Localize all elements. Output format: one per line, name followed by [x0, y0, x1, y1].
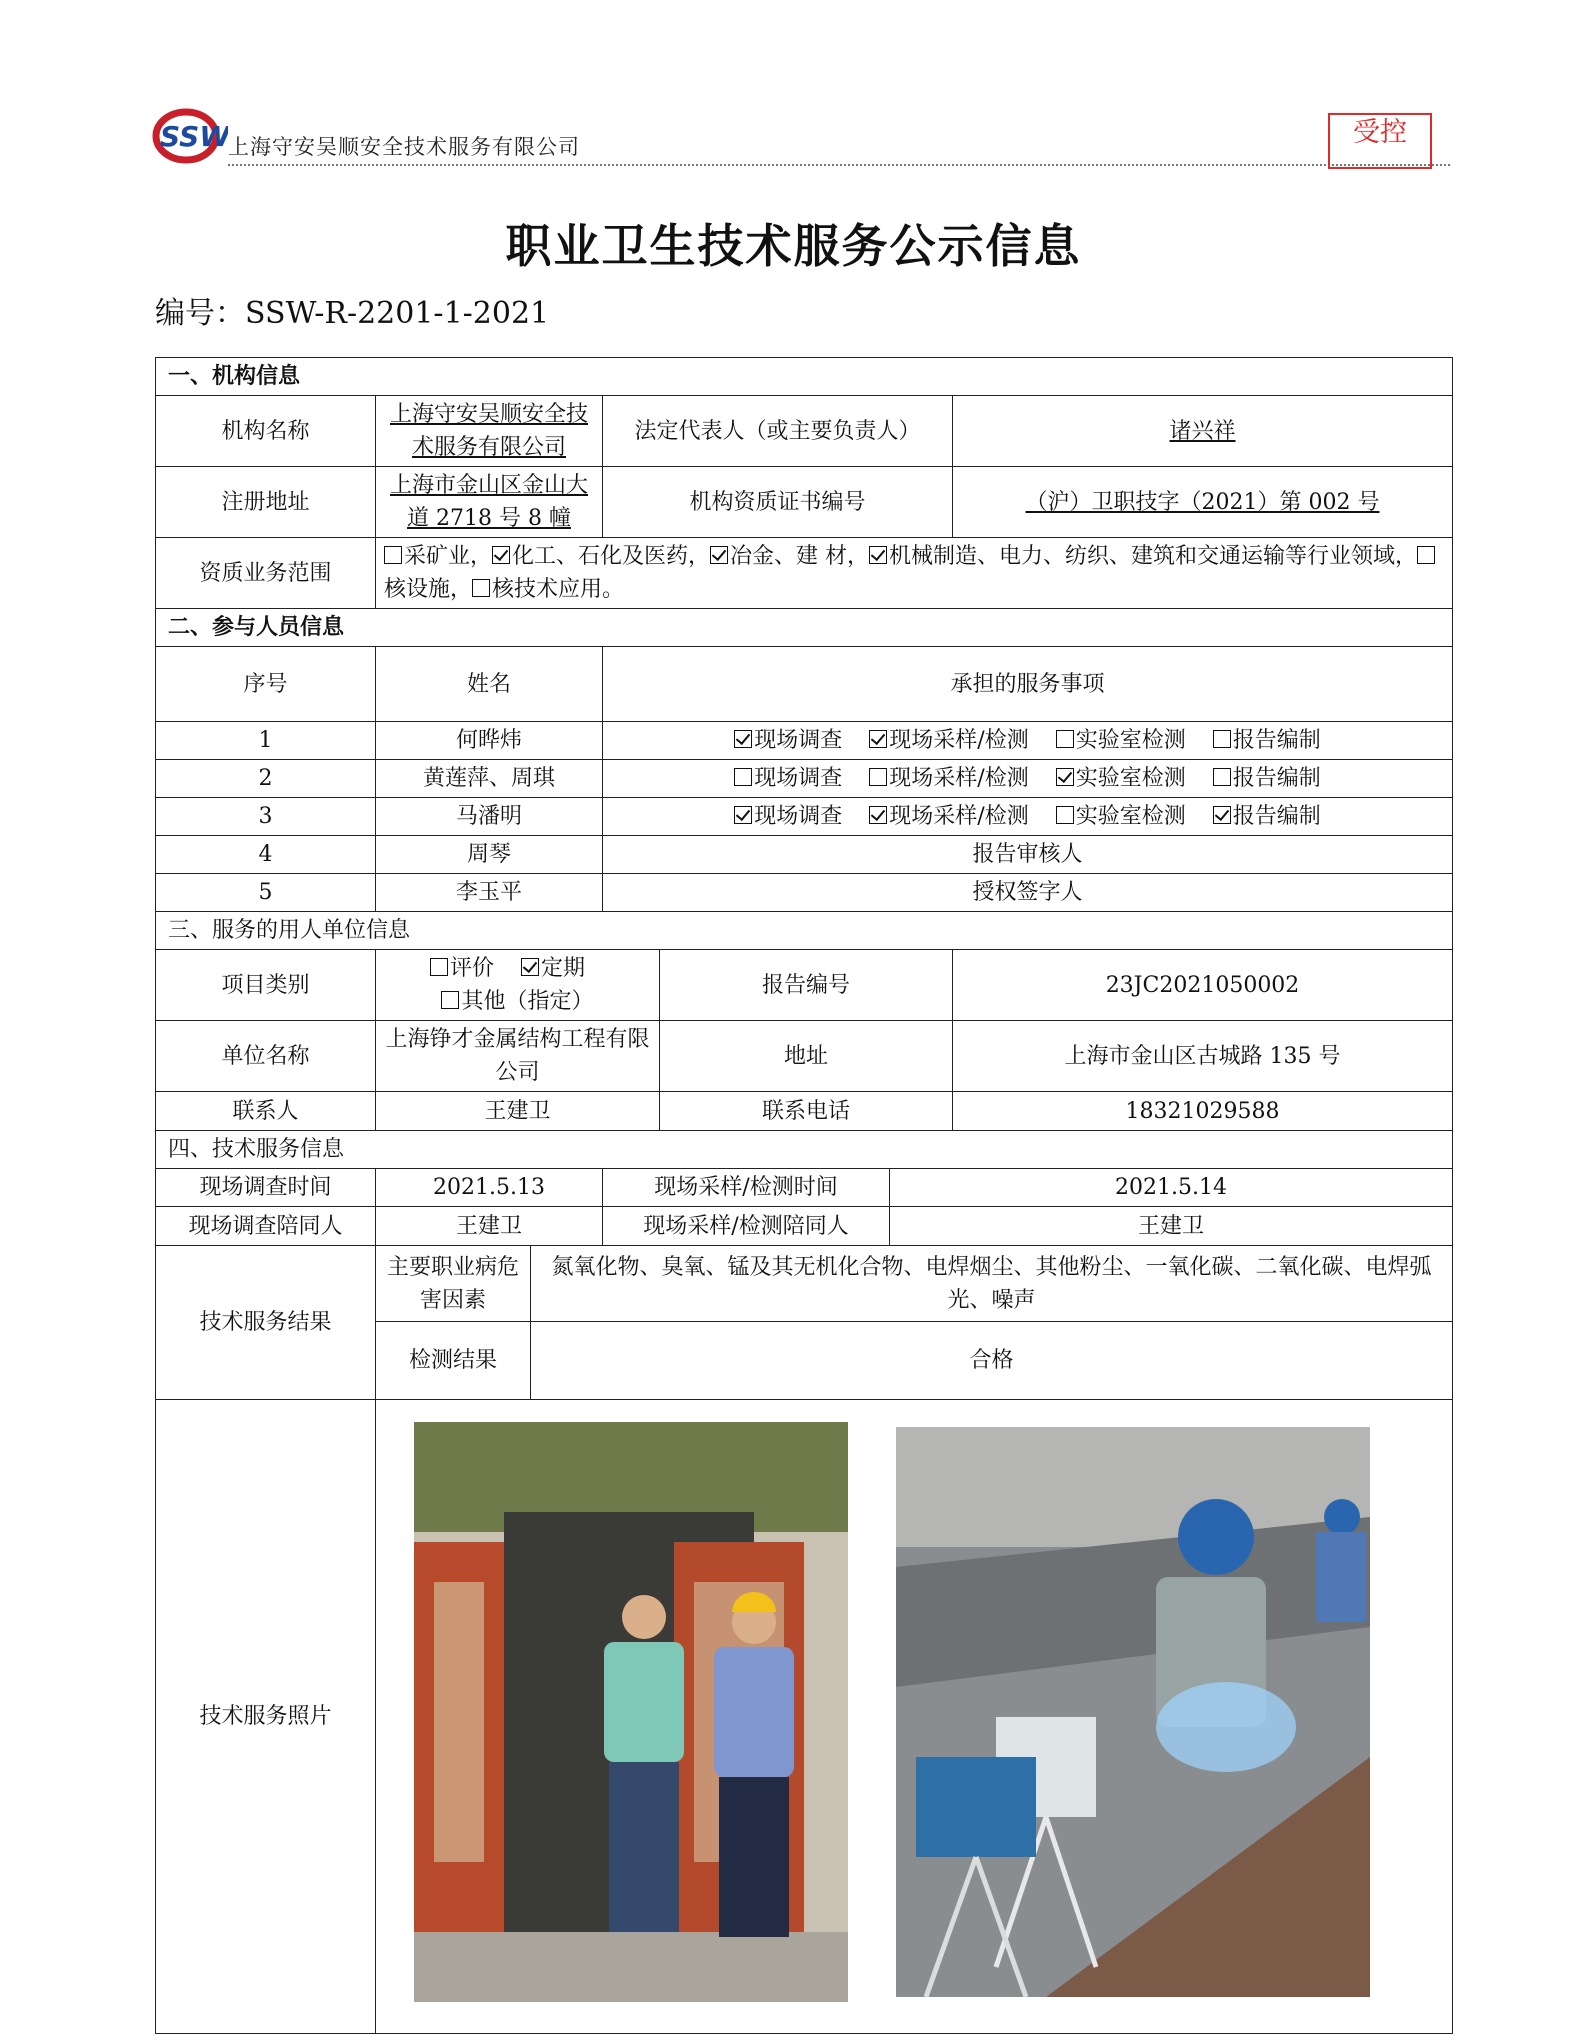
person-seq: 3 — [156, 798, 376, 836]
hazard-value: 氮氧化物、臭氧、锰及其无机化合物、电焊烟尘、其他粉尘、一氧化碳、二氧化碳、电焊弧光、噪声 — [531, 1246, 1453, 1322]
photo-cell — [376, 1400, 1453, 2034]
type-checkbox — [441, 991, 459, 1009]
section-employer-heading: 三、服务的用人单位信息 — [156, 912, 1453, 950]
contact-value: 王建卫 — [376, 1092, 660, 1131]
table-row — [156, 760, 1453, 798]
sample-escort-value: 王建卫 — [890, 1207, 1453, 1246]
project-type-options: 评价 定期 其他（指定） — [376, 950, 660, 1021]
company-header-name: 上海守安吴顺安全技术服务有限公司 — [228, 135, 580, 159]
unit-name-label: 单位名称 — [156, 1021, 376, 1092]
service-checkbox — [869, 806, 887, 824]
scope-checkbox — [384, 546, 402, 564]
hazard-label: 主要职业病危害因素 — [376, 1246, 531, 1322]
info-table — [155, 357, 1453, 2034]
service-checkbox — [869, 730, 887, 748]
sample-time-label: 现场采样/检测时间 — [603, 1169, 890, 1207]
person-services: 现场调查 现场采样/检测 实验室检测 报告编制 — [603, 760, 1453, 798]
service-checkbox — [1056, 806, 1074, 824]
section-personnel-heading: 二、参与人员信息 — [156, 609, 1453, 647]
service-checkbox — [1056, 730, 1074, 748]
person-role: 授权签字人 — [603, 874, 1453, 912]
contact-label: 联系人 — [156, 1092, 376, 1131]
survey-time-value: 2021.5.13 — [376, 1169, 603, 1207]
col-seq-header: 序号 — [156, 647, 376, 722]
service-checkbox — [1213, 730, 1231, 748]
service-checkbox — [734, 730, 752, 748]
report-no-value: 23JC2021050002 — [953, 950, 1453, 1021]
service-checkbox — [734, 806, 752, 824]
scope-nuclear-tech: 核技术应用。 — [472, 577, 624, 602]
unit-address-label: 地址 — [660, 1021, 953, 1092]
scope-mining: 采矿业， — [384, 544, 492, 569]
cert-value: （沪）卫职技字（2021）第 002 号 — [953, 467, 1453, 538]
scope-chemical: 化工、石化及医药， — [492, 544, 710, 569]
detect-label: 检测结果 — [376, 1322, 531, 1400]
legal-rep-label: 法定代表人（或主要负责人） — [603, 396, 953, 467]
scope-nuclear-facility: 核设施， — [384, 544, 1437, 602]
scope-checkbox — [1417, 546, 1435, 564]
address-value: 上海市金山区金山大道 2718 号 8 幢 — [376, 467, 603, 538]
logo-text: SSW — [160, 120, 228, 153]
survey-escort-label: 现场调查陪同人 — [156, 1207, 376, 1246]
survey-escort-value: 王建卫 — [376, 1207, 603, 1246]
col-items-header: 承担的服务事项 — [603, 647, 1453, 722]
table-row — [156, 836, 1453, 874]
person-seq: 5 — [156, 874, 376, 912]
survey-time-label: 现场调查时间 — [156, 1169, 376, 1207]
person-name: 何晔炜 — [376, 722, 603, 760]
unit-address-value: 上海市金山区古城路 135 号 — [953, 1021, 1453, 1092]
table-row — [156, 874, 1453, 912]
site-sampling-photo — [896, 1427, 1370, 1997]
person-seq: 4 — [156, 836, 376, 874]
service-checkbox — [1056, 768, 1074, 786]
col-name-header: 姓名 — [376, 647, 603, 722]
person-services: 现场调查 现场采样/检测 实验室检测 报告编制 — [603, 798, 1453, 836]
controlled-stamp: 受控 — [1328, 113, 1432, 169]
page-title: 职业卫生技术服务公示信息 — [505, 219, 1082, 273]
cert-label: 机构资质证书编号 — [603, 467, 953, 538]
section-org-heading: 一、机构信息 — [156, 358, 1453, 396]
person-seq: 1 — [156, 722, 376, 760]
result-label: 技术服务结果 — [156, 1246, 376, 1400]
legal-rep-value: 诸兴祥 — [953, 396, 1453, 467]
org-name-label: 机构名称 — [156, 396, 376, 467]
service-checkbox — [869, 768, 887, 786]
scope-checkbox — [492, 546, 510, 564]
detect-value: 合格 — [531, 1322, 1453, 1400]
phone-value: 18321029588 — [953, 1092, 1453, 1131]
table-row — [156, 798, 1453, 836]
table-row — [156, 722, 1453, 760]
service-checkbox — [1213, 768, 1231, 786]
person-services: 现场调查 现场采样/检测 实验室检测 报告编制 — [603, 722, 1453, 760]
address-label: 注册地址 — [156, 467, 376, 538]
scope-value — [376, 538, 1453, 609]
project-type-label: 项目类别 — [156, 950, 376, 1021]
unit-name-value: 上海铮才金属结构工程有限公司 — [376, 1021, 660, 1092]
person-name: 马潘明 — [376, 798, 603, 836]
section-service-heading: 四、技术服务信息 — [156, 1131, 1453, 1169]
sample-escort-label: 现场采样/检测陪同人 — [603, 1207, 890, 1246]
scope-checkbox — [710, 546, 728, 564]
scope-checkbox — [869, 546, 887, 564]
scope-machinery: 机械制造、电力、纺织、建筑和交通运输等行业领域， — [869, 544, 1417, 569]
sample-time-value: 2021.5.14 — [890, 1169, 1453, 1207]
site-survey-photo — [414, 1422, 848, 2002]
service-checkbox — [734, 768, 752, 786]
person-name: 李玉平 — [376, 874, 603, 912]
report-no-label: 报告编号 — [660, 950, 953, 1021]
type-checkbox — [430, 958, 448, 976]
scope-label: 资质业务范围 — [156, 538, 376, 609]
person-seq: 2 — [156, 760, 376, 798]
header-divider — [228, 164, 1450, 166]
photo-label: 技术服务照片 — [156, 1400, 376, 2034]
org-name-value: 上海守安吴顺安全技术服务有限公司 — [376, 396, 603, 467]
phone-label: 联系电话 — [660, 1092, 953, 1131]
scope-checkbox — [472, 579, 490, 597]
person-name: 黄莲萍、周琪 — [376, 760, 603, 798]
person-role: 报告审核人 — [603, 836, 1453, 874]
service-checkbox — [1213, 806, 1231, 824]
company-logo — [152, 100, 228, 166]
person-name: 周琴 — [376, 836, 603, 874]
scope-metallurgy: 冶金、建 材， — [710, 544, 869, 569]
type-checkbox — [521, 958, 539, 976]
document-number: 编号：SSW-R-2201-1-2021 — [155, 296, 550, 331]
